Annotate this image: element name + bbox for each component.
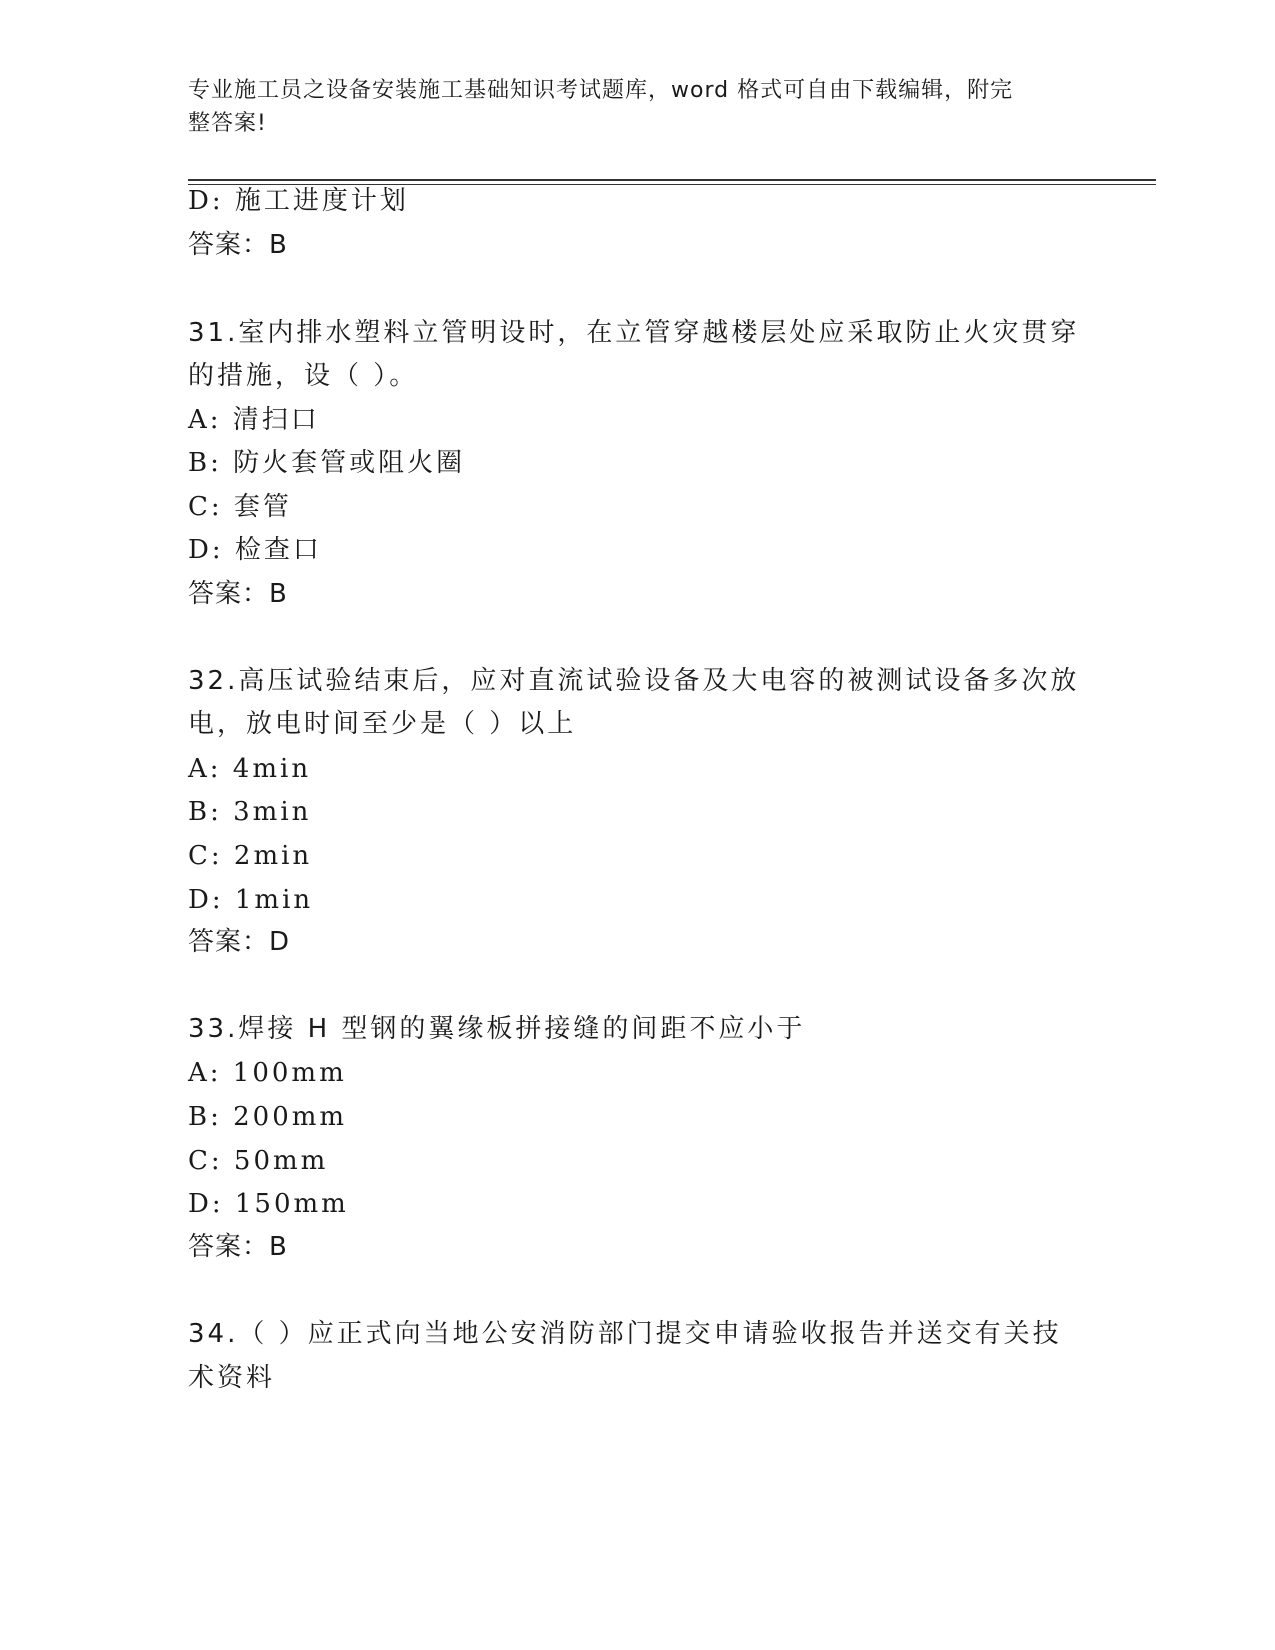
- q31-option-c: C: 套管: [188, 492, 292, 522]
- header-title-line2: 整答案!: [188, 111, 267, 136]
- q32-option-b: B: 3min: [188, 797, 312, 827]
- q32-stem-line2: 电，放电时间至少是（ ）以上: [188, 709, 577, 739]
- q33-option-d: D: 150mm: [188, 1189, 349, 1219]
- q33-stem-line1: 33.焊接 H 型钢的翼缘板拼接缝的间距不应小于: [188, 1014, 806, 1044]
- q32-answer: 答案：D: [188, 927, 291, 957]
- q31-option-b: B: 防火套管或阻火圈: [188, 448, 466, 478]
- q31-option-d: D: 检查口: [188, 535, 322, 565]
- q34-stem-line1: 34.（ ）应正式向当地公安消防部门提交申请验收报告并送交有关技: [188, 1319, 1062, 1349]
- q32-option-d: D: 1min: [188, 885, 314, 915]
- q34-stem-line2: 术资料: [188, 1363, 276, 1393]
- q33-option-a: A: 100mm: [188, 1058, 347, 1088]
- q32-option-a: A: 4min: [188, 754, 312, 784]
- document-header: [188, 74, 1068, 140]
- prev-answer: 答案：B: [188, 230, 288, 260]
- header-title-line1: 专业施工员之设备安装施工基础知识考试题库，word 格式可自由下载编辑，附完: [188, 78, 1014, 103]
- q33-answer: 答案：B: [188, 1232, 288, 1262]
- q31-stem-line2: 的措施，设（ ）。: [188, 361, 419, 391]
- q32-stem-line1: 32.高压试验结束后，应对直流试验设备及大电容的被测试设备多次放: [188, 666, 1080, 696]
- q31-option-a: A: 清扫口: [188, 405, 320, 435]
- q31-answer: 答案：B: [188, 579, 288, 609]
- q31-stem-line1: 31.室内排水塑料立管明设时，在立管穿越楼层处应采取防止火灾贯穿: [188, 318, 1080, 348]
- q33-option-c: C: 50mm: [188, 1146, 329, 1176]
- q32-option-c: C: 2min: [188, 841, 313, 871]
- q33-option-b: B: 200mm: [188, 1102, 348, 1132]
- prev-option-d: D: 施工进度计划: [188, 186, 409, 216]
